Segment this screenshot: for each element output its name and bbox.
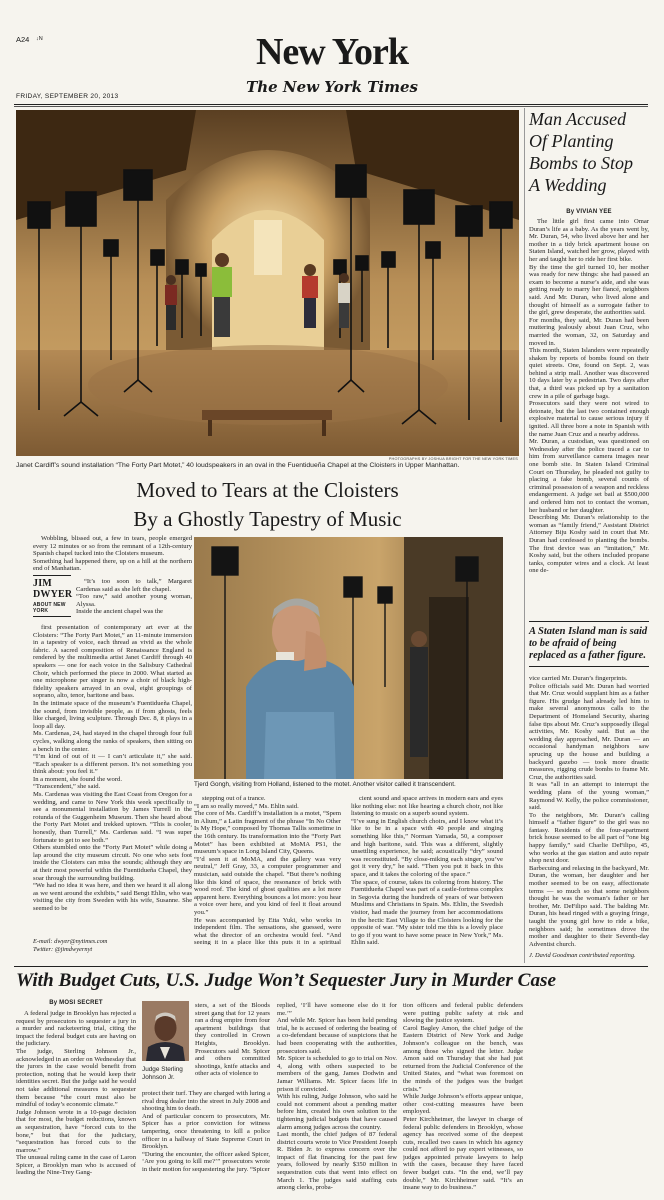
budget-top-rule [14, 966, 648, 967]
date-line: FRIDAY, SEPTEMBER 20, 2013 [16, 93, 119, 100]
bombs-headline-line: Of Planting [529, 131, 614, 151]
bombs-pull-quote [529, 621, 649, 667]
cloisters-headline-1: Moved to Tears at the Cloisters [136, 478, 399, 502]
cloisters-col1-top: Wobbling, blissed out, a few in tears, people emerged every 12 minutes or so from the remnant of a 12th-century Spanish chapel tucked into the Cloisters museum. Something had happened there, up on a hill at the northern end of Manhattan. [33, 535, 192, 573]
section-title: New York [255, 31, 409, 73]
bombs-byline: By VIVIAN YEE [566, 209, 612, 215]
page-number: A24 [16, 35, 30, 44]
chapel-installation-photo [16, 110, 519, 456]
inset-photo [194, 537, 503, 779]
column-name: ABOUT NEW YORK [33, 602, 66, 614]
budget-col2-beside: sters, a set of the Bloods street gang that for 12 years ran a drug empire from four apartment buildings that they controlled in Crown Heights, Brooklyn. Prosecutors said Mr. Spicer and others committed shootings, knife attacks and other acts of violence to [195, 1002, 270, 1078]
columnist-twitter[interactable]: Twitter: @jimdwyernyt [33, 946, 93, 953]
columnist-last: DWYER [33, 589, 73, 600]
column-divider [524, 108, 525, 963]
judge-portrait [142, 1001, 189, 1061]
budget-col4: tion officers and federal public defenders were putting public safety at risk and slowing the justice system. Carol Bagley Amon, the chief judge of the Eastern District of New York and Judge Johnson’s colleague on the bench, was among those who signed the letter. Judge Amon said on Thursday that she had just returned from the Judicial Conference of the United States, and “what was foremost on the minds of the judges was the budget crisis.” While Judge Johnson’s efforts appear unique, other cost-cutting measures have been employed. Peter Kirchheimer, the lawyer in charge of federal public defenders in Brooklyn, whose agency has received some of the deepest cuts, recalled two cases in which his agency could not afford to pay expert witnesses, so judges appointed private lawyers to help with the cases, because they have faced fewer budget cuts. “In the end, we’ll pay double,” Mr. Kirchheimer said. “It’s an insane way to do business.” [403, 1002, 523, 1192]
bombs-col-bottom: vice carried Mr. Duran’s fingerprints. Police officials said Mr. Duran had worried that Mr. Cruz would supplant him as a father figure. His grudge had already led him to make several anonymous calls to the Department of Homeland Security, sharing false tips about Mr. Cruz’s supposedly illegal activities, Mr. Koshy said. But as the wedding day approached, Mr. Duran — an occasional handyman neighbors saw sprucing up the house and building a backyard gazebo — took more drastic measures, rigging crude bombs to frame Mr. Cruz, the authorities said. It was “all in an attempt to interrupt the wedding plans of the young woman,” Raymond W. Kelly, the police commissioner, said. To the neighbors, Mr. Duran’s calling himself a “father figure” to the girl was no fantasy. Residents of the four-apartment brick house seemed to be all part of “one big happy family,” said Charlie DeFilipo, 45, who works at the gas station and auto repair shop next door. Barbecuing and relaxing in the backyard, Mr. Duran, the woman, her daughter and her mother seemed to be on easy, affectionate terms — so much so that some neighbors thought he was the woman’s father or her brother, Mr. DeFilipo said. The balding Mr. Duran, his head ringed with a graying fringe, taught the young girl how to ride a bike, neighbors said; he sometimes drove the mother and daughter to their Seventh-day Adventist church. [529, 675, 649, 948]
budget-headline: With Budget Cuts, U.S. Judge Won’t Sequester Jury in Murder Case [16, 970, 557, 991]
judge-photo [142, 1001, 189, 1061]
budget-col3: replied, ‘I’ll have someone else do it for me.’” And while Mr. Spicer has been held pending trial, he is accused of ordering the beating of a co-defendant because of suspicions that he had been cooperating with the authorities, prosecutors said. Mr. Spicer is scheduled to go to trial on Nov. 4, along with others suspected to be members of the gang, James Dodwin and Jamar Williams. Mr. Spicer faces life in prison if convicted. With his ruling, Judge Johnson, who said he could not comment about a pending matter before him, created his own solution to the tightening judicial budgets that have caused alarm among judges across the country. Last month, the chief judges of 87 federal district courts wrote to Vice President Joseph R. Biden Jr. to express concern over the impact of flat financing for the past few years, followed by nearly $350 million in sequestration cuts that went into effect on March 1. The judges said staffing cuts among clerks, proba- [277, 1002, 397, 1192]
bombs-headline-line: Bombs to Stop [529, 153, 634, 173]
inset-photo-caption: Tjerd Gongh, visiting from Holland, listened to the motet. Another visitor called it transcendent. [194, 781, 456, 788]
columnist-email[interactable]: E-mail: dwyer@nytimes.com [33, 938, 108, 945]
masthead-rule-2 [14, 106, 648, 107]
cloisters-col2: stepping out of a trance. “I am so really moved,” Ms. Ehlin said. The core of Ms. Cardiff’s installation is a motet, “Spem in Alium,” a Latin fragment of the phrase “In No Other Is My Hope,” composed by Thomas Tallis sometime in the 16th century. Its transformation into the “Forty Part Motet” has been exhibited at MoMA PS1, the museum’s space in Long Island City, Queens. “I’d seen it at MoMA, and the gallery was very neutral,” Jeff Gray, 33, a computer programmer and musician, said outside the chapel. “But there’s nothing like this kind of space, the resonance of brick with wood roof. The kind of ghost qualities are a lot more apparent here. Everything bounces a lot more: you hear a voice over here, and you kind of feel it float around you.” He was accompanied by Etta Yuki, who works in independent film. The sensations, she guessed, were what the director of an orchestra would feel. “And seeing it in a place like this puts it in a spiritual [194, 795, 341, 945]
cloisters-col1-beside: “It’s too soon to talk,” Margaret Cardenas said as she left the chapel. “Too raw,” said another young woman, Alyssa. Inside the ancient chapel was the [76, 578, 192, 616]
pull-quote-text: A Staten Island man is said to be afraid of being replaced as a father figure. [529, 626, 648, 661]
masthead-rule [14, 104, 648, 105]
bombs-headline-line: A Wedding [529, 175, 607, 195]
bombs-headline [529, 108, 649, 196]
main-photo [16, 110, 519, 456]
page-marker: ↓N [36, 36, 43, 42]
paper-nameplate: The New York Times [246, 78, 418, 96]
main-photo-caption: Janet Cardiff’s sound installation “The Forty Part Motet,” 40 loudspeakers in an oval in the Fuentidueña Chapel at the Cloisters in Upper Manhattan. [16, 462, 460, 469]
judge-photo-caption: Judge Sterling Johnson Jr. [142, 1066, 183, 1081]
visitor-listening-photo [194, 537, 503, 779]
photo-credit: PHOTOGRAPHS BY JOSHUA BRIGHT FOR THE NEW YORK TIMES [388, 457, 518, 461]
cloisters-col1-main: first presentation of contemporary art ever at the Cloisters: “The Forty Part Motet,” an 11-minute immersion in a tapestry of voice, each thread as vivid as the whole fabric. A sacred composition of Renaissance England is rendered by the multimedia artist Janet Cardiff through 40 speakers — one for each voice in the Salisbury Cathedral Choir, which performed the piece in 2000. What started as one microphone per singer is now a choir of black high-fidelity speakers arrayed in an oval, eight groupings of soprano, alto, tenor, baritone and bass. In the intimate space of the museum’s Fuentidueña Chapel, the sound, from invisible people, as if from ghosts, feels like charged, living sculpture. Through Dec. 8, it plays in a loop all day. Ms. Cardenas, 24, had stayed in the chapel through four full cycles, walking along the ranks of speakers, then sitting on a bench in the center. “I’m kind of out of it — I can’t articulate it,” she said. “Each speaker is a different person. It’s not something you think about: you feel it.” In a moment, she found the word. “Transcendent,” she said. Ms. Cardenas was visiting the East Coast from Oregon for a wedding, and came to New York this week specifically to see a monumental installation by James Turrell in the rotunda of the Guggenheim Museum. Then she heard about the Forty Part Motet and trekked uptown. “This is cooler, honestly, than Turrell,” Ms. Cardenas said. “I was super fortunate to get to see both.” Others stumbled onto the “Forty Part Motet” while doing a lap around the city museum circuit. No one who sets foot inside the Cloisters can miss the sounds; although they are at their most powerful within the Fuentidueña Chapel, they soar through the surrounding building. “We had no idea it was here, and then we heard it all along as we went around the exhibits,” said Bengt Ehlin, who was visiting the city from Sweden with his wife, Susanne. She seemed to be [33, 624, 192, 912]
columnist-first: JIM [33, 578, 52, 589]
cloisters-col3: cient sound and space arrives in modern ears and eyes like nothing else: not like hearing a church choir, not like listening to music on a superb sound system. “I’ve sung in English church choirs, and I know what it’s like to be in a space with 40 people and singing something like this,” Norman Yamada, 50, a composer and high baritone, said. This was a different, slightly unsettling experience, he said; acoustically “dry” sound was reconstituted. “By close-miking each singer, you’ve got it very dry,” he said. “Then you put it back in this space, and it takes the coloring of the space.” The space, of course, takes its coloring from history. The Fuentidueña Chapel was part of a castle-fortress complex in Segovia during the hundreds of years of war between Muslims and Christians in Spain. Ms. Ehlin, the Swedish visitor, had made the journey from her accommodations in the hectic East Village to the Cloisters looking for the opposite of war. “My sister told me this is a lovely place to go if you want to have some peace in New York,” Ms. Ehlin said. [351, 795, 503, 945]
budget-byline: By MOSI SECRET [49, 1000, 103, 1006]
columnist-tag [33, 575, 71, 617]
budget-col1: A federal judge in Brooklyn has rejected a request by prosecutors to sequester a jury in a murder and racketeering trial, citing the impact the federal budget cuts are having on the judiciary. The judge, Sterling Johnson Jr., acknowledged in an order on Wednesday that the jurors in the case would benefit from protection, noting that he would keep their identities secret. But the judge said he would not take additional measures to sequester them because “the court must also be mindful of today’s economic climate.” Judge Johnson wrote in a 10-page decision that for most, the budget reductions, known as sequestration, have “forced cuts to the bone,” but that for the judiciary, “sequestration has forced cuts to the marrow.” The unusual ruling came in the case of Laron Spicer, a Brooklyn man who is accused of leading the Nine-Trey Gang- [16, 1010, 136, 1177]
bombs-headline-line: Man Accused [529, 109, 627, 129]
cloisters-headline-2: By a Ghostly Tapestry of Music [133, 507, 402, 531]
budget-col2-main: protect their turf. They are charged with luring a rival drug dealer into the street in July 2008 and shooting him to death. And of particular concern to prosecutors, Mr. Spicer has a prior conviction for witness tampering, once threatening to kill a police officer in a hallway of State Supreme Court in Brooklyn. “During the encounter, the officer asked Spicer, ‘Are you going to kill me?’” prosecutors wrote in their motion for sequestering the jury. “Spicer [142, 1090, 270, 1173]
bombs-contributor: J. David Goodman contributed reporting. [529, 952, 636, 959]
bombs-col-top: The little girl first came into Omar Duran’s life as a baby. As the years went by, Mr. Duran, 54, who lived above her and her mother in a tidy brick apartment house on Staten Island, watched her grow, played with her and taught her to ride her first bike. By the time the girl turned 10, her mother was ready for new things: she had passed an exam to become a nurse’s aide, and she was getting ready to marry her fiancé, neighbors said. And Mr. Duran, who lived alone and thought of himself as a surrogate father to the girl, grew desperate, the authorities said. For months, they said, Mr. Duran had been muttering jealously about Juan Cruz, who married the woman, 32, on Saturday and moved in. This month, Staten Islanders were repeatedly shaken by reports of bombs found on their quiet streets. One, found on Sept. 2, was behind a strip mall. Another was discovered 10 days later by a pedestrian. Two days after that, a third was picked up by a sanitation crew in a pile of garbage bags. Prosecutors said they were not wired to detonate, but the last two contained enough explosive material to cause serious injury if ignited. All three bore a note in Spanish with the name Juan Cruz and a nearby address. Mr. Duran, a custodian, was questioned on Wednesday after the police traced a car to him from surveillance camera images near one bomb site. In Staten Island Criminal Court on Thursday, he pleaded not guilty to placing a fake bomb, several counts of criminal possession of a weapon and reckless endangerment. A judge set bail at $500,000 and ordered him not to contact the woman, her husband or her daughter. Describing Mr. Duran’s relationship to the woman as “family friend,” Assistant District Attorney Biju Koshy said in court that Mr. Duran had confessed to planting the bombs. The first device was an “imitation,” Mr. Koshy said, but the others included propane tanks, computer wires and a clock. At least one de- [529, 218, 649, 575]
